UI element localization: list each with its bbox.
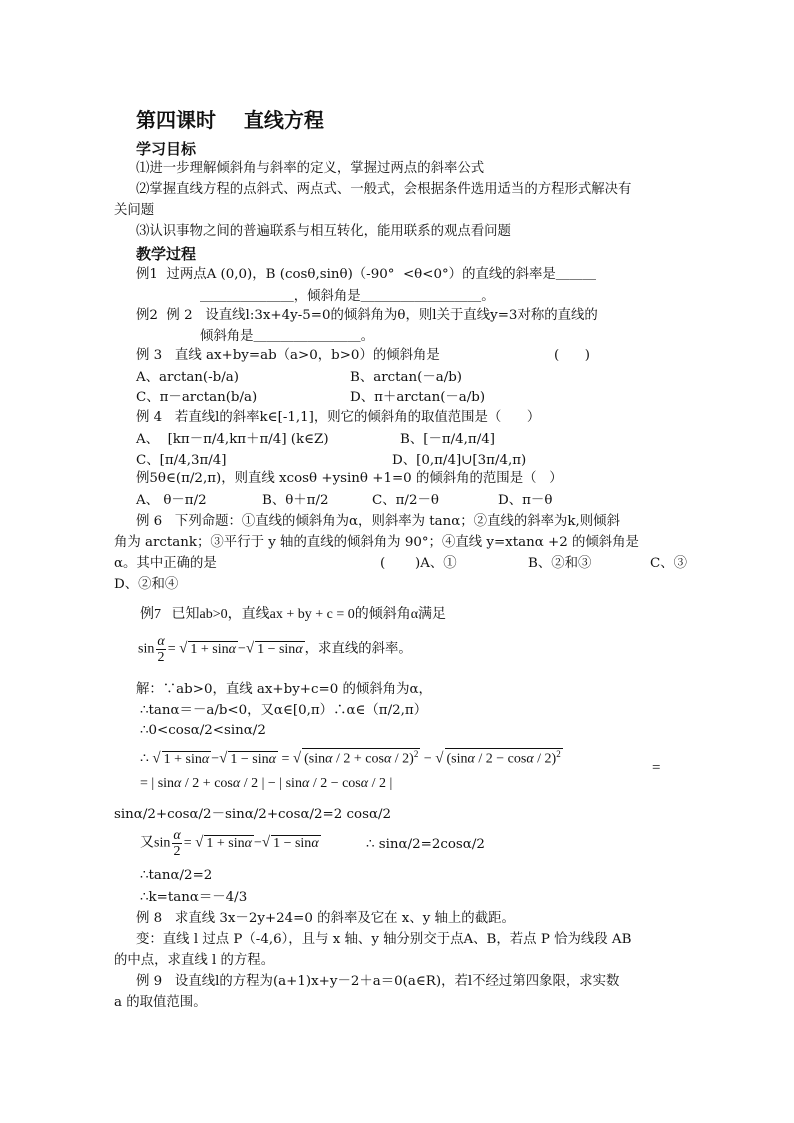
- example-7-line: 例7 已知ab>0，直线ax + by + c = 0的倾斜角α满足: [140, 607, 447, 622]
- option-b: B、θ＋π/2: [262, 493, 329, 508]
- option-b: B、arctan(－a/b): [350, 370, 463, 385]
- option-d: D、π－θ: [498, 493, 553, 508]
- solution-line: ∴tanα/2=2: [140, 868, 213, 883]
- example-6-line: α。其中正确的是: [114, 556, 217, 571]
- example-6-line: 角为 arctank；③平行于 y 轴的直线的倾斜角为 90°；④直线 y=xtanα +2 的倾斜角是: [114, 535, 639, 550]
- answer-bracket: ( ): [554, 348, 590, 363]
- example-5-question: 例5θ∈(π/2,π)，则直线 xcosθ +ysinθ +1=0 的倾斜角的范围是（ ）: [136, 471, 563, 486]
- option-a: A、 [kπ－π/4,kπ＋π/4] (k∈Z): [136, 432, 329, 447]
- option-c: C、π/2－θ: [372, 493, 439, 508]
- option-a: A、arctan(-b/a): [136, 370, 239, 385]
- option-a: ( )A、①: [380, 556, 457, 571]
- solution-line: ∴k=tanα＝－4/3: [140, 890, 248, 905]
- option-d: D、π＋arctan(－a/b): [350, 390, 486, 405]
- solution-equation-1: ∴ √ 1 + sinα −√ 1 − sinα = √ $(\sin\alpha / 2 + \cos\alpha / 2)^2$ − √ $(\sin\alpha / 2 - \cos\alpha / 2)^2$: [140, 749, 561, 767]
- variant-line: 的中点，求直线 l 的方程。: [114, 953, 275, 968]
- option-d: D、[0,π/4]∪[3π/4,π): [392, 453, 527, 468]
- solution-line: ∴ sinα/2=2cosα/2: [366, 837, 485, 852]
- option-c: C、③: [650, 556, 688, 571]
- equals-sign: =: [652, 760, 661, 776]
- example-1-line: 例1 过两点A (0,0)，B (cosθ,sinθ)（-90° <θ<0°）的直线的斜率是＿＿＿: [136, 267, 596, 282]
- solution-equation-3: 又sin $\frac{\alpha}{2}$ = √ 1 + sinα −√ 1 − sinα: [140, 828, 319, 859]
- goal-line: ⑵掌握直线方程的点斜式、两点式、一般式，会根据条件选用适当的方程形式解决有: [136, 182, 632, 197]
- example-6-line: 例 6 下列命题：①直线的倾斜角为α，则斜率为 tanα；②直线的斜率为k,则倾斜: [136, 514, 620, 529]
- example-9-line: 例 9 设直线l的方程为(a+1)x+y－2＋a＝0(a∈R)，若l不经过第四象限，求实数: [136, 974, 620, 989]
- option-b: B、②和③: [528, 556, 592, 571]
- solution-line: ∴0<cosα/2<sinα/2: [140, 723, 266, 738]
- option-b: B、[－π/4,π/4]: [400, 432, 495, 447]
- process-heading: 教学过程: [136, 245, 197, 263]
- goal-line: 关问题: [114, 203, 155, 218]
- example-4-question: 例 4 若直线l的斜率k∈[-1,1]，则它的倾斜角的取值范围是（ ）: [136, 410, 541, 425]
- option-d: D、②和④: [114, 577, 179, 592]
- example-7-equation: sin $\frac{\alpha}{2}$ = √ 1 + sinα −√ 1 − sinα ，求直线的斜率。: [138, 634, 412, 665]
- option-c: C、π－arctan(b/a): [136, 390, 258, 405]
- solution-line: sinα/2+cosα/2－sinα/2+cosα/2=2 cosα/2: [114, 807, 392, 822]
- variant-line: 变：直线 l 过点 P（-4,6），且与 x 轴、y 轴分别交于点A、B，若点 P 恰为线段 AB: [136, 932, 632, 947]
- example-2-line: 例2 例 2 设直线l:3x+4y-5=0的倾斜角为θ，则l关于直线y=3对称的直线的: [136, 308, 598, 323]
- goal-line: ⑶认识事物之间的普遍联系与相互转化，能用联系的观点看问题: [136, 224, 511, 239]
- solution-equation-2: = | sinα / 2 + cosα / 2 | − | sinα / 2 − cosα / 2 |: [140, 776, 393, 791]
- option-c: C、[π/4,3π/4]: [136, 453, 227, 468]
- page-title: 第四课时 直线方程: [136, 108, 324, 132]
- option-a: A、 θ－π/2: [136, 493, 207, 508]
- example-2-line: 倾斜角是＿＿＿＿＿＿＿＿。: [200, 329, 375, 344]
- example-3-question: 例 3 直线 ax+by=ab（a>0，b>0）的倾斜角是: [136, 348, 440, 363]
- solution-line: 解：∵ab>0，直线 ax+by+c=0 的倾斜角为α，: [136, 682, 432, 697]
- goals-heading: 学习目标: [136, 140, 197, 158]
- example-8-line: 例 8 求直线 3x－2y+24=0 的斜率及它在 x、y 轴上的截距。: [136, 911, 515, 926]
- solution-line: ∴tanα＝－a/b<0，又α∈[0,π）∴α∈（π/2,π）: [140, 703, 428, 718]
- example-7-question-tail: ，求直线的斜率。: [304, 641, 412, 657]
- example-1-line: ＿＿＿＿＿＿＿，倾斜角是＿＿＿＿＿＿＿＿＿。: [200, 289, 495, 304]
- goal-line: ⑴进一步理解倾斜角与斜率的定义，掌握过两点的斜率公式: [136, 161, 485, 176]
- example-9-line: a 的取值范围。: [114, 995, 207, 1010]
